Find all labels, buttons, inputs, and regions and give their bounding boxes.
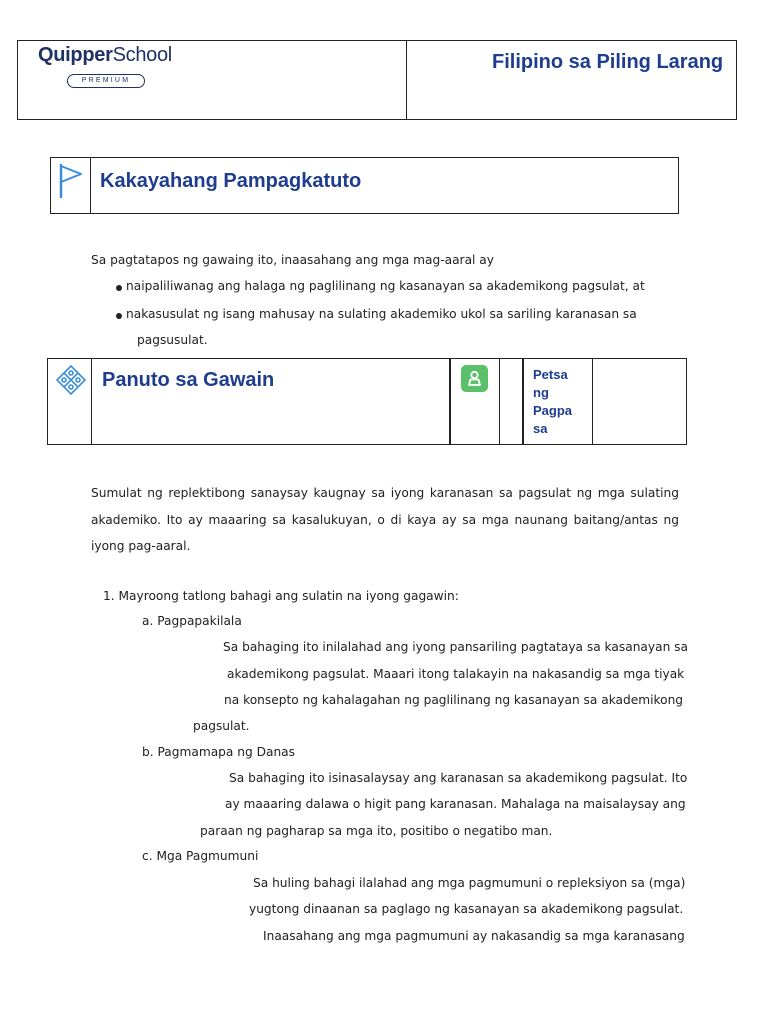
puzzle-icon: [55, 364, 87, 396]
section1-divider: [90, 157, 91, 214]
part-a-label: a. Pagpapakilala: [142, 614, 242, 628]
objective-bullet-2-line-1: nakasusulat ng isang mahusay na sulating akademiko ukol sa sariling karanasan sa: [126, 307, 637, 321]
part-a-line-1: Sa bahaging ito inilalahad ang iyong pansariling pagtataya sa kasanayan sa: [223, 640, 688, 654]
part-b-line-2: ay maaaring dalawa o higit pang karanasan. Mahalaga na maisalaysay ang: [225, 797, 686, 811]
bullet-dot-2: [116, 313, 122, 319]
quipper-school-logo: [38, 44, 172, 67]
subject-title: Filipino sa Piling Larang: [492, 51, 724, 73]
part-c-line-1: Sa huling bahagi ilalahad ang mga pagmumuni o repleksiyon sa (mga): [253, 876, 686, 890]
objective-bullet-1: naipaliliwanag ang halaga ng paglilinang ng kasanayan sa akademikong pagsulat, at: [126, 279, 645, 293]
objectives-intro: Sa pagtatapos ng gawaing ito, inaasahang ang mga mag-aaral ay: [91, 253, 494, 267]
section2-divider-4: [522, 358, 524, 445]
instruction-item-1: 1. Mayroong tatlong bahagi ang sulatin na iyong gagawin:: [103, 589, 459, 603]
date-label: [533, 366, 572, 438]
section2-divider-1: [91, 358, 92, 445]
date-label-line-3: Pagpa: [533, 403, 573, 418]
part-b-label: b. Pagmamapa ng Danas: [142, 745, 295, 759]
objective-bullet-2-line-2: pagsusulat.: [137, 333, 208, 347]
part-a-line-2: akademikong pagsulat. Maaari itong talakayin na nakasandig sa mga tiyak: [227, 667, 685, 681]
person-icon: [461, 365, 488, 392]
part-b-line-1: Sa bahaging ito isinasalaysay ang karanasan sa akademikong pagsulat. Ito: [229, 771, 688, 785]
section2-divider-5: [592, 358, 593, 445]
part-a-line-4: pagsulat.: [193, 719, 250, 733]
logo-brand: Quipper: [38, 44, 113, 66]
section2-title: Panuto sa Gawain: [102, 369, 275, 391]
section2-divider-3: [499, 358, 500, 445]
logo-product: School: [112, 44, 172, 66]
instructions-paragraph: Sumulat ng replektibong sanaysay kaugnay sa iyong karanasan sa pagsulat ng mga sulating akademiko. Ito ay maaaring sa kasalukuyan, o di kaya ay sa mga naunang baitang/antas ng iyong pag-aaral.: [91, 486, 679, 553]
flag-icon: [57, 163, 85, 199]
date-label-line-2: ng: [533, 385, 549, 400]
section1-title: Kakayahang Pampagkatuto: [100, 170, 362, 192]
date-label-line-4: sa: [533, 421, 548, 436]
part-c-label: c. Mga Pagmumuni: [142, 849, 259, 863]
date-value-cell[interactable]: [594, 360, 684, 442]
logo-badge: PREMIUM: [67, 74, 145, 88]
section2-divider-2: [449, 358, 451, 445]
part-c-line-2: yugtong dinaanan sa paglago ng kasanayan sa akademikong pagsulat.: [249, 902, 684, 916]
part-c-line-3: Inaasahang ang mga pagmumuni ay nakasandig sa mga karanasang: [263, 929, 685, 943]
part-b-line-3: paraan ng pagharap sa mga ito, positibo o negatibo man.: [200, 824, 553, 838]
bullet-dot-1: [116, 285, 122, 291]
part-a-line-3: na konsepto ng kahalagahan ng paglilinang ng kasanayan sa akademikong: [224, 693, 684, 707]
date-label-line-1: Petsa: [533, 367, 568, 382]
header-divider: [406, 40, 407, 120]
